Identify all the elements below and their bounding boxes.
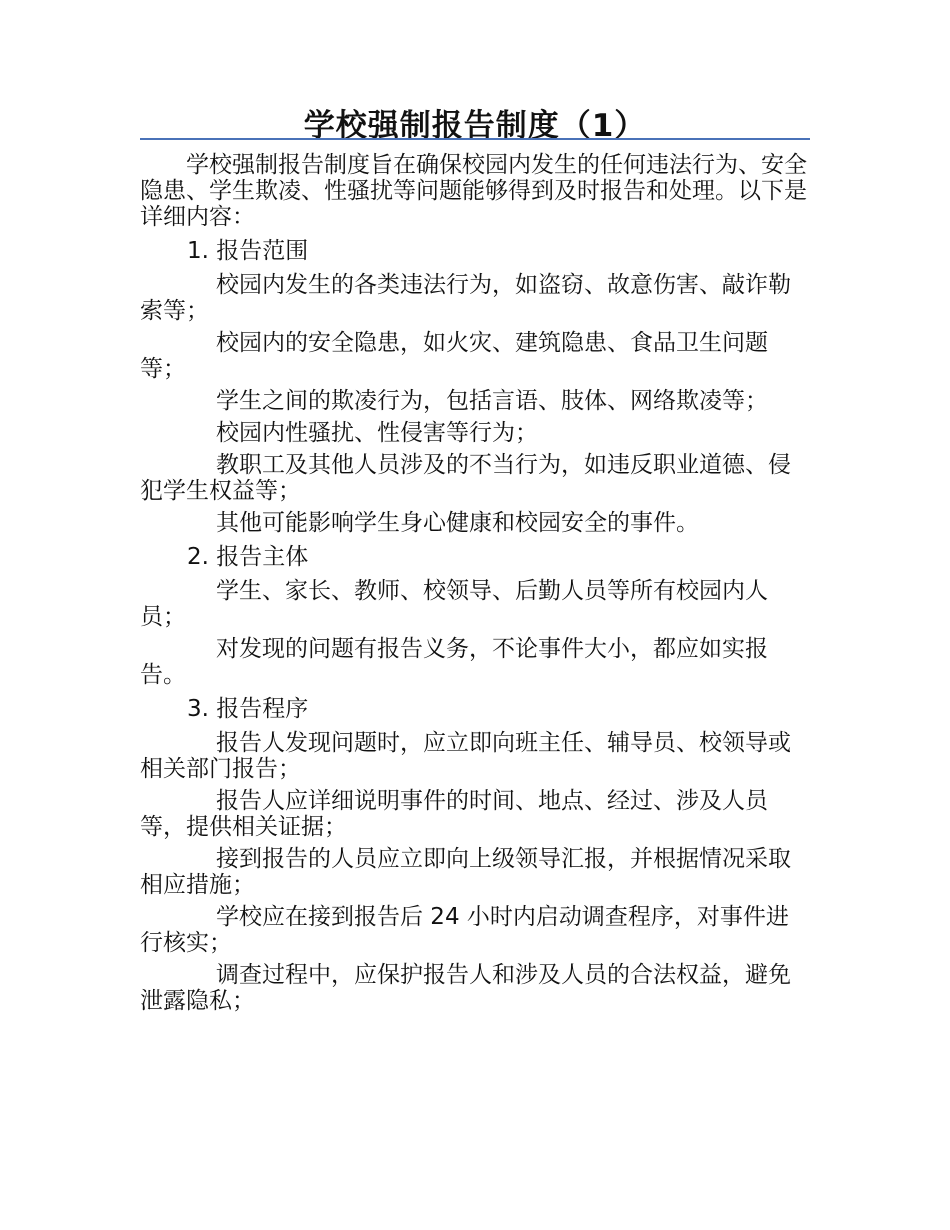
list-item: 接到报告的人员应立即向上级领导汇报，并根据情况采取相应措施； — [140, 846, 791, 898]
intro-paragraph: 学校强制报告制度旨在确保校园内发生的任何违法行为、安全隐患、学生欺凌、性骚扰等问题能够得到及时报告和处理。以下是详细内容： — [140, 152, 807, 230]
list-item: 教职工及其他人员涉及的不当行为，如违反职业道德、侵犯学生权益等； — [140, 452, 791, 504]
section-scope — [140, 236, 810, 536]
section-heading: 3. 报告程序 — [187, 696, 309, 722]
list-item: 调查过程中，应保护报告人和涉及人员的合法权益，避免泄露隐私； — [140, 962, 791, 1014]
list-item: 学生之间的欺凌行为，包括言语、肢体、网络欺凌等； — [216, 388, 768, 414]
section-subject — [140, 542, 810, 688]
list-item: 校园内发生的各类违法行为，如盗窃、故意伤害、敲诈勒索等； — [140, 272, 791, 324]
document-body — [140, 152, 810, 1020]
list-item: 校园内的安全隐患，如火灾、建筑隐患、食品卫生问题等； — [140, 330, 768, 382]
section-procedure — [140, 694, 810, 1014]
list-item: 学校应在接到报告后 24 小时内启动调查程序，对事件进行核实； — [140, 904, 789, 956]
list-item: 报告人应详细说明事件的时间、地点、经过、涉及人员等，提供相关证据； — [140, 788, 768, 840]
list-item: 对发现的问题有报告义务，不论事件大小，都应如实报告。 — [140, 636, 768, 688]
list-item: 其他可能影响学生身心健康和校园安全的事件。 — [216, 510, 699, 536]
list-item: 学生、家长、教师、校领导、后勤人员等所有校园内人员； — [140, 578, 768, 630]
list-item: 校园内性骚扰、性侵害等行为； — [216, 420, 538, 446]
document-title: 学校强制报告制度（1） — [303, 108, 647, 144]
list-item: 报告人发现问题时，应立即向班主任、辅导员、校领导或相关部门报告； — [140, 730, 791, 782]
title-underline — [140, 138, 810, 140]
section-heading: 2. 报告主体 — [187, 544, 309, 570]
section-heading: 1. 报告范围 — [187, 238, 309, 264]
